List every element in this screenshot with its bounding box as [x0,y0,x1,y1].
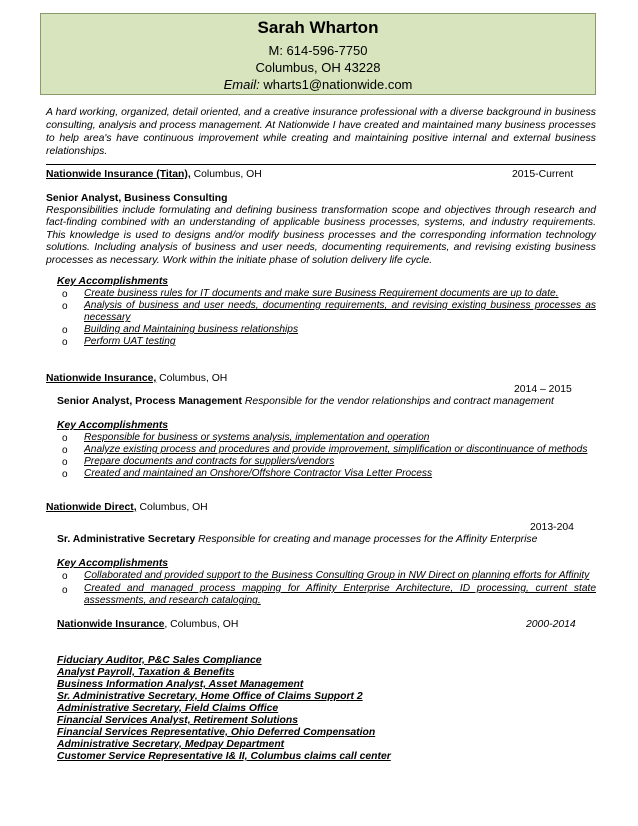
job-1-accomplishment-3: Building and Maintaining business relationships [84,324,299,335]
job-2-company: Nationwide Insurance, [46,373,157,384]
professional-summary: A hard working, organized, detail oriented, and a creative insurance professional with a diverse background in business consulting, analysis and process management. At Nationwide I have created and maintained many business processes to help area's have continuous improvement while creating and maintaining positive internal and external business relationships. [46,107,596,157]
job-3-title: Sr. Administrative Secretary [57,534,196,545]
job-4-location: , Columbus, OH [164,619,239,630]
job-2-title: Senior Analyst, Process Management [57,396,242,407]
prior-position: Business Information Analyst, Asset Management [57,679,304,690]
job-2-accomplishment-4: Created and maintained an Onshore/Offshore Contractor Visa Letter Process [84,468,433,479]
job-2-accomplishments-heading: Key Accomplishments [57,420,169,431]
email-label: Email: [223,77,260,92]
job-4-dates: 2000-2014 [526,619,576,630]
bullet-marker: o [62,571,68,582]
bullet-marker: o [62,301,68,312]
bullet-marker: o [62,325,68,336]
job-2-description: Responsible for the vendor relationships and contract management [244,396,554,407]
job-1-accomplishments-heading: Key Accomplishments [57,276,169,287]
email-line [41,77,595,92]
job-3-description: Responsible for creating and manage processes for the Affinity Enterprise [198,534,538,545]
prior-position: Fiduciary Auditor, P&C Sales Compliance [57,655,262,666]
job-3-dates: 2013-204 [530,522,574,533]
prior-position: Financial Services Analyst, Retirement Solutions [57,715,298,726]
bullet-marker: o [62,469,68,480]
bullet-marker: o [62,433,68,444]
bullet-marker: o [62,337,68,348]
bullet-marker: o [62,585,68,596]
job-3-accomplishments-heading: Key Accomplishments [57,558,169,569]
job-2-location: Columbus, OH [159,373,228,384]
job-1-accomplishment-1: Create business rules for IT documents and make sure Business Requirement documents are up to date. [84,288,559,299]
job-2-accomplishment-2: Analyze existing process and procedures and provide improvement, simplification or discontinuance of methods [84,444,588,455]
applicant-name: Sarah Wharton [257,18,379,37]
section-divider [46,164,596,165]
job-1-location: Columbus, OH [193,169,262,180]
email-address[interactable]: wharts1@nationwide.com [263,77,413,92]
job-3-location: Columbus, OH [139,502,208,513]
job-2-title-line [57,396,554,407]
job-4-company: Nationwide Insurance [57,619,165,630]
job-3-accomplishment-2: Created and managed process mapping for Affinity Enterprise Architecture, ID processing, current state assessments, and research cataloging. [84,583,596,607]
job-2-accomplishment-1: Responsible for business or systems analysis, implementation and operation [84,432,430,443]
bullet-marker: o [62,289,68,300]
job-1-title: Senior Analyst, Business Consulting [46,193,228,204]
job-3-title-line [57,534,537,545]
prior-position: Analyst Payroll, Taxation & Benefits [57,667,235,678]
job-3-employer [46,502,208,513]
prior-position: Sr. Administrative Secretary, Home Office of Claims Support 2 [57,691,363,702]
job-2-dates: 2014 – 2015 [514,384,572,395]
job-4-employer [57,619,238,630]
phone-number: M: 614-596-7750 [268,43,368,58]
prior-position: Financial Services Representative, Ohio Deferred Compensation [57,727,376,738]
job-1-company: Nationwide Insurance (Titan), [46,169,191,180]
job-3-company: Nationwide Direct, [46,502,137,513]
contact-header [40,13,596,95]
job-1-accomplishment-4: Perform UAT testing [84,336,176,347]
job-2-accomplishment-3: Prepare documents and contracts for suppliers/vendors [84,456,335,467]
bullet-marker: o [62,445,68,456]
prior-position: Administrative Secretary, Medpay Department [57,739,285,750]
bullet-marker: o [62,457,68,468]
job-1-dates: 2015-Current [512,169,574,180]
job-3-accomplishment-1: Collaborated and provided support to the Business Consulting Group in NW Direct on planning efforts for Affinity [84,570,590,581]
job-1-accomplishment-2: Analysis of business and user needs, documenting requirements, and revising existing business processes as necessary [84,300,596,324]
job-2-employer [46,373,227,384]
job-1-employer [46,169,262,180]
job-1-description: Responsibilities include formulating and defining business transformation scope and objectives through research and fact-finding combined with an understanding of applicable business processes, systems, and industry requirements. This knowledge is used to designs and/or modify business processes and the corresponding information technology solutions. Including analysis of business and user needs, documenting requirements, and revising existing business processes as necessary. Work within the initiate phase of solution delivery life cycle. [46,205,596,266]
prior-position: Customer Service Representative I& II, Columbus claims call center [57,751,391,762]
prior-position: Administrative Secretary, Field Claims Office [57,703,279,714]
location: Columbus, OH 43228 [255,60,381,75]
